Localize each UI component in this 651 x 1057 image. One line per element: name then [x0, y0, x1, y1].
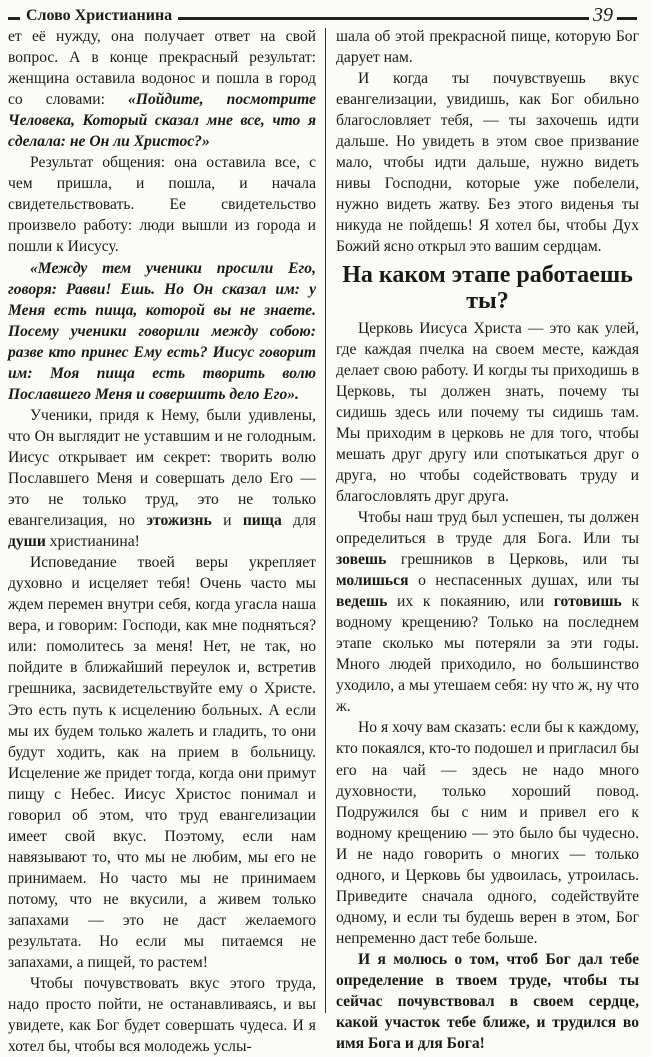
paragraph: Исповедание твоей веры укрепляет духовно и исцеляет тебя! Очень часто мы ждем перемен внутри себя, когда угасла наша вера, и говорим: Господи, как мне подняться? или: помолитесь за меня! Нет, не так, но пойдите в ближайший переулок и, встретив грешника, засвидетельствуйте ему о Христе. Это есть путь к исцелению больных. А если мы их будем только жалеть и гладить, то они будут ходить, как на прием в больницу. Исцеление же придет тогда, когда они примут пищу с Небес. Иисус Христос понимал и говорил об этом, что труд евангелизации имеет свой вкус. Поэтому, если нам навязывают то, что мы не любим, мы его не принимаем. Но часто мы не принимаем потому, что не вкусили, а живем только запахами — это не даст желаемого результата. Но если мы питаемся не запахами, а пищей, то растем!	[8, 554, 316, 972]
paragraph: Церковь Иисуса Христа — это как улей, где каждая пчелка на своем месте, каждая делает свою работу. И когды ты приходишь в Церковь, ты должен знать, почему ты сидишь здесь или почему ты сидишь там. Мы приходим в церковь не для того, чтобы мешать друг другу или спотыкаться друг о друга, но чтобы содействовать труду и благословлять друг друга.	[336, 319, 639, 505]
scripture-quote: «Между тем ученики просили Его, говоря: Равви! Ешь. Но Он сказал им: у Меня есть пища, которой вы не знаете. Посему ученики говорили между собою: разве кто принес Ему есть? Иисус говорит им: Моя пища есть творить волю Пославшего Меня и совершить дело Его».	[8, 259, 316, 403]
emphasis: этожизнь	[146, 512, 212, 530]
emphasis: души	[8, 533, 46, 551]
running-header	[8, 6, 637, 26]
paragraph-text: их к покаянию, или	[397, 593, 545, 611]
paragraph: Но я хочу вам сказать: если бы к каждому, кто покаялся, кто-то подошел и пригласил бы его на чай — здесь не надо много духовности, только хороший повод. Подружился бы с ним и привел его к водному крещению — это было бы чудесно. И не надо говорить о многих — только одного, и Церковь бы удвоилась, утроилась. Приведите сначала одного, содействуйте одному, и если ты будешь верен в этом, Бог непременно даст тебе больше.	[336, 719, 639, 947]
column-divider	[325, 28, 326, 1013]
paragraph: И когда ты почувствуешь вкус евангелизации, увидишь, как Бог обильно благословляет тебя, — ты захочешь идти дальше. Но увидеть в этом свое призвание мало, чтобы идти дальше, нужно видеть нивы Господни, которые уже побелели, нужно видеть жатву. Без этого виденья ты никуда не пойдешь! Я хотел бы, чтобы Дух Божий ясно открыл это вашим сердцам.	[336, 70, 639, 256]
paragraph-text: к водному крещению? Только на последнем этапе сколько мы потеряли за эти годы. Много людей приходило, но большинство уходило, а мы утешаем себя: ну что ж, ну что ж.	[336, 593, 640, 716]
paragraph: Чтобы почувствовать вкус этого труда, надо просто пойти, не останавливаясь, и вы увидете, как Бог будет совершать чудеса. И я хотел бы, чтобы вся молодежь услы-	[8, 975, 316, 1056]
paragraph	[8, 405, 316, 552]
emphasis: молишься	[336, 572, 409, 590]
right-column	[336, 26, 640, 1053]
emphasis: пища	[242, 512, 282, 530]
emphasis: зовешь	[336, 551, 387, 569]
paragraph: шала об этой прекрасной пище, которую Бог дарует нам.	[336, 28, 639, 67]
page-number: 39	[589, 4, 617, 26]
paragraph	[336, 507, 639, 717]
paragraph-text: для	[293, 512, 317, 530]
closing-paragraph: И я молюсь о том, чтоб Бог дал тебе определение в твоем труде, чтобы ты сейчас почувствовал в своем сердце, какой участок тебе ближе, и трудился во имя Бога и для Бога!	[336, 950, 639, 1053]
emphasis: ведешь	[336, 593, 388, 611]
paragraph-text: Ученики, придя к Нему, были удивлены, что Он выглядит не уставшим и не голодным. Иисус открывает им секрет: творить волю Пославшего Меня и совершать дело Его — это не только труд, это не только евангелизация, но	[8, 406, 316, 530]
paragraph-text: ет её нужду, она получает ответ на свой вопрос. А в конце прекрасный результат: женщина оставила водонос и пошла в город со словами:	[8, 28, 316, 109]
magazine-title: Слово Христианина	[20, 6, 178, 26]
left-column	[8, 26, 317, 1056]
paragraph-text: грешников в Церковь, или ты	[400, 551, 639, 569]
paragraph-text: Чтобы наш труд был успешен, ты должен определиться в труде для Бога. Или ты	[336, 508, 639, 547]
paragraph: Результат общения: она оставила все, с чем пришла, и пошла, и начала свидетельствовать. Ее свидетельство произвело работу: люди вышли из города и пошли к Иисусу.	[8, 154, 316, 256]
paragraph	[8, 26, 316, 152]
scripture-quote: «Пойдите, посмотрите Человека, Который сказал мне все, что я сделала: не Он ли Христос?»	[8, 91, 316, 151]
paragraph-text: и	[223, 512, 232, 530]
emphasis: готовишь	[553, 593, 622, 611]
paragraph-text: христианина!	[49, 533, 140, 551]
paragraph-text: о неспасенных душах, или ты	[418, 572, 639, 590]
section-heading: На каком этапе работаешь ты?	[342, 261, 633, 314]
